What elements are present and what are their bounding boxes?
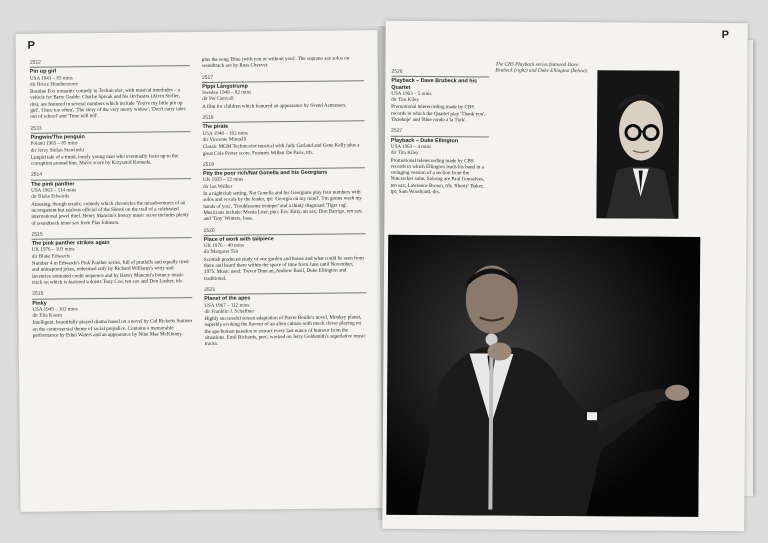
entry-number: 2514	[30, 172, 43, 179]
page-letter: P	[27, 39, 36, 52]
entry-number: 2518	[202, 114, 214, 122]
entry-meta: USA 1963 – 5 mins	[391, 90, 432, 97]
entry-description: Classic MGM Technicolor musical with Judy Garland and Gene Kelly plus a great Cole Porter score. Features Wilbur De Paris, trb.	[202, 142, 360, 157]
entry-title: Planet of the apes	[204, 292, 366, 302]
catalog-entry	[31, 171, 192, 227]
catalog-entry	[203, 160, 366, 222]
entry-description: plus the song 'Blue (with you or without you)'. The soprano sax solos on soundtrack are by Russ Cheever.	[201, 55, 350, 70]
entry-meta: USA 1948 – 102 mins	[202, 130, 248, 137]
entry-meta: dir Per Gunvall	[202, 96, 234, 103]
entry-meta: USA 1963 – 4 mins	[390, 143, 432, 151]
catalog-entry	[202, 55, 364, 69]
entry-number: 2520	[203, 227, 215, 234]
entry-number: 2527	[390, 128, 403, 135]
entry-meta: dir Tim Kiley	[391, 96, 419, 104]
entry-description: Amusing, though erratic, comedy which chronicles the misadventures of an incompetent but zealous official of the Sûreté on the trail of a celebrated international jewel thief. Henry Mancini's breezy music score includes plenty of soundtrack tenor sax from Plas Johnson.	[31, 199, 190, 227]
entry-description: Limpid tale of a timid, lonely young man who eventually faces up to the corruption around him. Music score by Krzysztof Komeda.	[30, 153, 179, 167]
entry-meta: UK 1935 – 22 mins	[203, 176, 244, 184]
entry-meta: UK 1976 – 40 mins	[203, 242, 244, 250]
entry-meta: USA 1949 – 102 mins	[32, 306, 78, 313]
entry-title: Place of work with tailpiece	[204, 233, 366, 243]
entry-title: Pippi Långstrump	[202, 80, 364, 90]
entry-number: 2516	[32, 290, 44, 297]
entry-description: Routine Fox romantic comedy in Technicolor, with musical interludes – a vehicle for Betty Grable. Charlie Spivak and his Orchestra (Alvin Stoller, drs), are featured in several numbers which include 'You're my little pin up girl', 'Once too often', 'The story of the very merry widow', 'Don't carry tales out of school' and 'Time will tell'.	[30, 87, 186, 121]
entry-description: Intelligent, beautifully played drama based on a novel by Cid Ricketts Sumner on the controversial theme of racial prejudice. Contains a memorable performance by Ethel Waters and an appearance by Nina Mae McKinney.	[32, 318, 193, 339]
entry-number: 2512	[29, 59, 41, 66]
entry-description: Scottish produced study of one garden and house and what could be seen from there and heard there within the space of time from June until November, 1975. Music used: Trevor Duncan, Andrew Basil, Duke Ellington and traditional.	[203, 254, 364, 282]
entry-description: Promotional telerecording made by CBS records in which Ellington leads his band in a swinging version of a section from the Nutcracker suite. Soloing are Paul Gonsalves, ten sax; Lawrence Brown, trb; 'Shorty' Baker, tpt; Sam Woodyard, drs.	[390, 157, 485, 196]
entry-meta: dir Ian Walker	[203, 183, 233, 190]
catalog-entry	[391, 128, 489, 196]
left-column-2	[202, 54, 367, 352]
entry-description: Number 4 in Edwards's Pink Panther series, full of pratfalls and equally tired and uninspired jokes, redeemed only by Richard Williams's witty and inventive animated credit sequence and by Henry Mancini's bouncy music track on which is featured soloists Tony Coe, ten sax and Don Lusher, trb.	[31, 259, 189, 286]
catalog-entry	[202, 73, 364, 110]
entry-meta: USA 1963 – 114 mins	[31, 187, 77, 194]
photo-caption: The CBS Playback series featured Dave Brubeck (right) and Duke Ellington (below).	[495, 61, 588, 75]
right-column-2	[391, 69, 490, 201]
entry-number: 2519	[202, 161, 215, 168]
entry-meta: Sweden 1949 – 82 mins	[202, 89, 252, 97]
entry-meta: USA 1943 – 83 mins	[29, 74, 73, 82]
entry-title: Pinky	[32, 297, 192, 307]
entry-description: Highly successful screen adaptation of Pierre Boulle's novel, Monkey planet, superbly evoking the flavour of an alien culture with much clever playing on the ape/human paradox to extract every last ounce of humour from the situations. Emil Richards, perc, worked on Jerry Goldsmith's superlative music tracks.	[204, 314, 366, 348]
left-page	[16, 30, 383, 512]
entry-title: The pink panther	[31, 178, 191, 188]
entry-title: Playback – Duke Ellington	[391, 135, 489, 144]
entry-meta: dir Vincente Minnelli	[202, 136, 247, 143]
brubeck-portrait	[596, 70, 679, 219]
catalog-entry	[391, 69, 489, 124]
left-column-1	[30, 58, 193, 344]
entry-title: Pity the poor rich/Nat Gonella and his Georgians	[203, 167, 365, 177]
entry-meta: dir Blake Edwards	[31, 253, 70, 260]
entry-meta: Poland 1965 – 85 mins	[30, 140, 78, 148]
page-letter-right: P	[721, 29, 730, 42]
entry-number: 2526	[391, 68, 403, 75]
catalog-entry	[204, 285, 367, 347]
entry-meta: dir Tim Kiley	[390, 150, 419, 157]
ellington-photo	[386, 235, 700, 517]
entry-meta: dir Blake Edwards	[31, 193, 70, 201]
entry-meta: UK 1976 – 103 mins	[31, 246, 75, 254]
entry-number: 2533	[30, 125, 42, 132]
entry-number: 2515	[31, 231, 43, 238]
catalog-entry	[32, 230, 193, 286]
ellington-portrait	[386, 235, 700, 517]
entry-meta: dir Franklin J. Schaffner	[204, 308, 255, 315]
catalog-entry	[30, 58, 191, 120]
brubeck-photo	[596, 70, 679, 219]
entry-meta: dir Margaret Tait	[203, 249, 239, 256]
entry-meta: dir Jerzy Stefan Stawinski	[30, 146, 85, 154]
entry-title: Playback – Dave Brubeck and his Quartet	[391, 76, 489, 91]
entry-number: 2517	[201, 74, 214, 81]
right-page	[382, 21, 748, 532]
entry-meta: dir Bruce Humberstone	[30, 81, 78, 88]
entry-meta: USA 1967 – 112 mins	[204, 301, 250, 309]
catalog-entry	[30, 124, 190, 167]
entry-title: Pin up girl	[30, 65, 190, 75]
entry-title: The pirate	[202, 121, 364, 131]
entry-number: 2521	[204, 286, 216, 293]
catalog-entry	[32, 289, 192, 339]
entry-title: Pingwin/The penguin	[31, 131, 191, 141]
entry-title: The pink panther strikes again	[32, 237, 192, 247]
entry-description: In a nightclub setting, Nat Gonella and his Georgians play four numbers with solos and vocals by the leader, tpt: 'Georgia on my mind', 'I'm gonna wash my hands of you', 'Troublesome trumpet' and a thinly disguised 'Tiger rag'. Musicians include: Monia Liter, pno; Eric Kitty, alt sax; Don Barrigo, ten sax; and 'Tiny' Winters, bass.	[203, 189, 363, 223]
catalog-entry	[202, 113, 364, 156]
catalog-entry	[204, 226, 367, 282]
entry-description: A film for children which featured an appearance by Svend Asmussen.	[202, 102, 347, 110]
entry-description: Promotional telerecording made by CBS records in which the Quartet play 'Thank you', 'Dziekuje' and 'Blue rondo a la Turk'.	[391, 104, 486, 124]
entry-meta: dir Elia Kazan	[32, 312, 62, 319]
